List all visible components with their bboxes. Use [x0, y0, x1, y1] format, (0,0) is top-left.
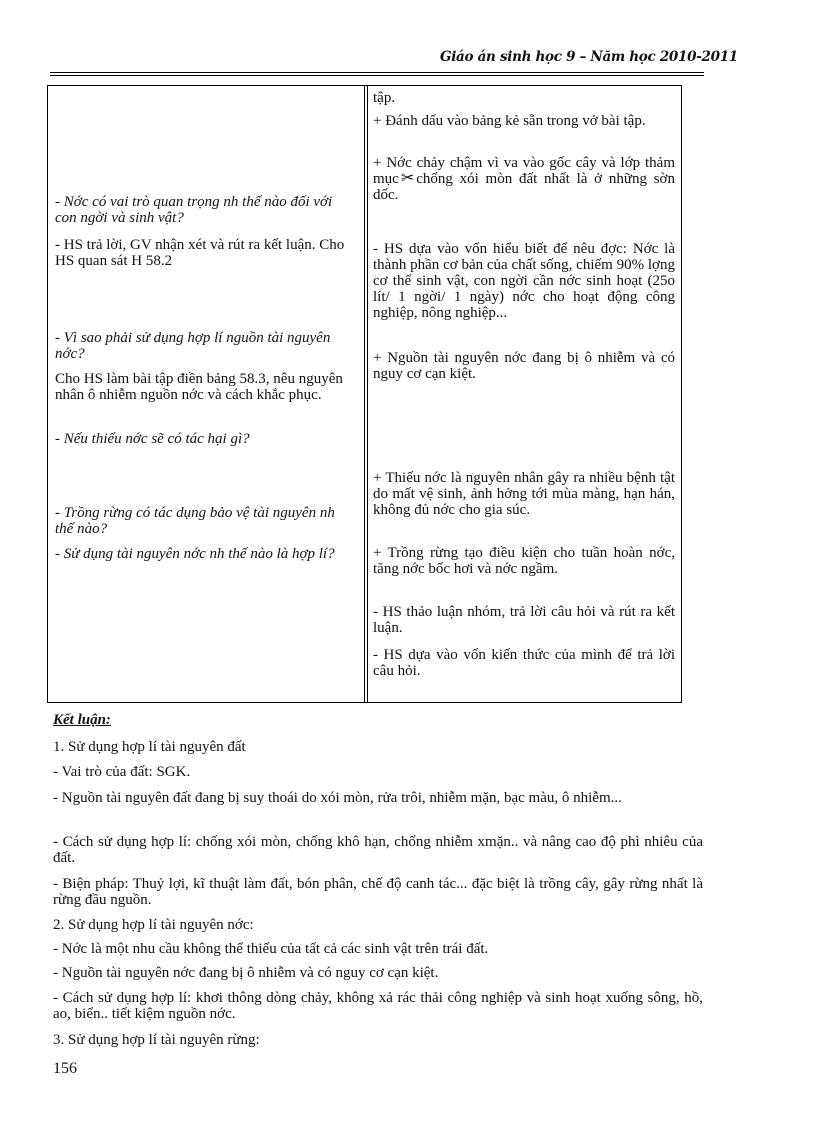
- answer-slow-flow-b: chống xói mòn đất nhất là ở những sờn dốc.: [373, 171, 675, 203]
- teacher-note-h58-2: - HS trả lời, GV nhận xét và rút ra kết luận. Cho HS quan sát H 58.2: [55, 237, 345, 269]
- conclusion-line: - Cách sử dụng hợp lí: chống xói mòn, chống khô hạn, chống nhiễm xmặn.. và nâng cao độ phì nhiêu của đất.: [53, 834, 703, 866]
- header-rule: [50, 72, 704, 76]
- conclusion-line: 1. Sử dụng hợp lí tài nguyên đất: [53, 739, 246, 755]
- page-header: Giáo án sinh học 9 – Năm học 2010-2011: [440, 49, 738, 65]
- conclusion-line: - Biện pháp: Thuỷ lợi, kĩ thuật làm đất, bón phân, chế độ canh tác... đặc biệt là trồng cây, gây rừng nhất là rừng đầu nguồn.: [53, 876, 703, 908]
- conclusion-line: 3. Sử dụng hợp lí tài nguyên rừng:: [53, 1032, 260, 1048]
- scissors-icon: ✂: [400, 170, 415, 187]
- answer-water-shortage: + Thiếu nớc là nguyên nhân gây ra nhiều bệnh tật do mất vệ sinh, ảnh hởng tới mùa màng, hạn hán, không đủ nớc cho gia súc.: [373, 470, 675, 518]
- conclusion-line: - Nguồn tài nguyên nớc đang bị ô nhiễm và có nguy cơ cạn kiệt.: [53, 965, 439, 981]
- conclusion-line: - Nớc là một nhu cầu không thể thiếu của tất cả các sinh vật trên trái đất.: [53, 941, 489, 957]
- question-why-rational-water: - Vì sao phải sử dụng hợp lí nguồn tài nguyên nớc?: [55, 330, 331, 362]
- question-water-shortage: - Nếu thiếu nớc sẽ có tác hại gì?: [55, 431, 250, 447]
- lesson-table: [47, 85, 682, 703]
- answer-line-tap: tập.: [373, 90, 396, 106]
- question-water-role: - Nớc có vai trò quan trọng nh thế nào đối với con ngời và sinh vật?: [55, 194, 333, 226]
- conclusion-title: Kết luận:: [53, 712, 111, 728]
- question-rational-use: - Sử dụng tài nguyên nớc nh thế nào là hợp lí?: [55, 546, 335, 562]
- answer-mark-table: + Đánh dấu vào bảng kẻ sẵn trong vở bài tập.: [373, 113, 646, 129]
- answer-afforestation: + Trồng rừng tạo điều kiện cho tuần hoàn nớc, tăng nớc bốc hơi và nớc ngầm.: [373, 545, 675, 577]
- conclusion-line: - Nguồn tài nguyên đất đang bị suy thoái do xói mòn, rửa trôi, nhiễm mặn, bạc màu, ô nhiễm...: [53, 790, 622, 806]
- answer-water-role: - HS dựa vào vốn hiểu biết để nêu đợc: Nớc là thành phần cơ bản của chất sống, chiếm 90% lợng cơ thể sinh vật, con ngời cần nớc sinh hoạt (25o lít/ 1 ngời/ 1 ngày) nớc cho hoạt động công nghiệp, nông nghiệp...: [373, 241, 675, 321]
- question-afforestation: - Trồng rừng có tác dụng bảo vệ tài nguyên nh thế nào?: [55, 505, 335, 537]
- exercise-table-58-3: Cho HS làm bài tập điền bảng 58.3, nêu nguyên nhân ô nhiễm nguồn nớc và cách khắc phục.: [55, 371, 343, 403]
- answer-slow-flow-a: + Nớc chảy chậm vì va vào gốc cây và lớp thảm mục: [373, 155, 675, 187]
- page-number: 156: [53, 1060, 77, 1077]
- answer-slow-flow: [373, 155, 675, 203]
- answer-water-pollution: + Nguồn tài nguyên nớc đang bị ô nhiễm và có nguy cơ cạn kiệt.: [373, 350, 675, 382]
- conclusion-line: - Vai trò của đất: SGK.: [53, 764, 191, 780]
- answer-group-discussion: - HS thảo luận nhóm, trả lời câu hỏi và rút ra kết luận.: [373, 604, 675, 636]
- conclusion-line: 2. Sử dụng hợp lí tài nguyên nớc:: [53, 917, 254, 933]
- column-divider: [364, 86, 368, 702]
- answer-own-knowledge: - HS dựa vào vốn kiến thức của mình để trả lời câu hỏi.: [373, 647, 675, 679]
- conclusion-line: - Cách sử dụng hợp lí: khơi thông dòng chảy, không xả rác thải công nghiệp và sinh hoạt xuống sông, hồ, ao, biển.. tiết kiệm nguồn nớc.: [53, 990, 703, 1022]
